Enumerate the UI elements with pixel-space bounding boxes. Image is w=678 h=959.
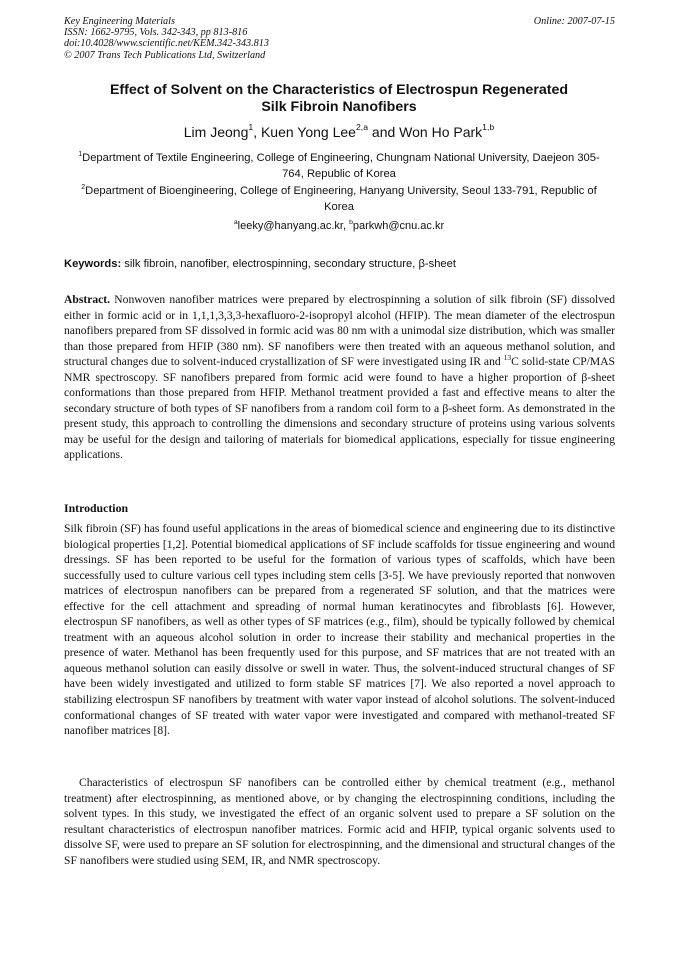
email-mark: b — [349, 218, 353, 226]
affiliation-mark: 2 — [81, 183, 86, 191]
author-separator: and — [368, 124, 400, 140]
section-heading-introduction: Introduction — [64, 501, 129, 515]
title-line-2: Silk Fibroin Nanofibers — [261, 99, 417, 115]
title-line-1: Effect of Solvent on the Characteristics of Electrospun Regenerated — [109, 82, 569, 98]
author-separator: , — [253, 124, 261, 140]
affiliation-text: Department of Textile Engineering, College of Engineering, Chungnam National University, Daejeon 305-764, Republic of Korea — [82, 152, 600, 180]
author-affiliation-mark: 1 — [248, 122, 254, 133]
affiliation-mark: 1 — [78, 150, 83, 158]
affiliation-text: Department of Bioengineering, College of Engineering, Hanyang University, Seoul 133-791, Republic of Korea — [85, 185, 597, 213]
affiliation-1 — [74, 151, 604, 182]
affiliation-2 — [74, 184, 604, 215]
copyright-line: © 2007 Trans Tech Publications Ltd, Switzerland — [64, 49, 266, 61]
abstract-label: Abstract. — [64, 293, 111, 306]
email-line — [74, 219, 604, 233]
author-name: Lim Jeong — [183, 124, 249, 140]
author-affiliation-mark: 1,b — [482, 122, 495, 133]
email-a: leeky@hanyang.ac.kr, — [237, 220, 350, 232]
abstract — [64, 292, 615, 463]
author-list — [70, 123, 608, 141]
journal-header — [64, 16, 269, 61]
paper-title — [70, 82, 608, 116]
keywords-text: silk fibroin, nanofiber, electrospinning, secondary structure, β-sheet — [121, 258, 456, 270]
author-name: Won Ho Park — [399, 124, 483, 140]
introduction-paragraph-1: Silk fibroin (SF) has found useful applications in the areas of biomedical science and engineering due to its distinctive biological properties [1,2]. Potential biomedical applications of SF include scaffolds for tissue engineering and wound dressings. SF has been reported to be useful for the formation of various types of scaffolds, which have been successfully used to culture various cell types including stem cells [3-5]. We have previously reported that nonwoven matrices of electrospun nanofibers can be prepared from a regenerated SF solution, and that the matrices were effective for the cell attachment and spreading of normal human keratinocytes and fibroblasts [6]. However, electrospun SF nanofibers, as well as other types of SF matrices (e.g., film), should be typically followed by chemical treatment with an aqueous alcohol solution in order to increase their stability and mechanical properties in the presence of water. Methanol has been frequently used for this purpose, and SF matrices that are not treated with an aqueous methanol solution can easily dissolve or swell in water. Thus, the solvent-induced structural changes of SF have been widely investigated and utilized to form stable SF matrices [7]. We also reported a novel approach to stabilizing electrospun SF nanofibers by treatment with water vapor instead of alcohol solutions. The solvent-induced conformational changes of SF treated with water vapor were investigated and compared with methanol-treated SF nanofiber matrices [8]. — [64, 522, 615, 738]
introduction-paragraph-2: Characteristics of electrospun SF nanofibers can be controlled either by chemical treatment (e.g., methanol treatment) after electrospinning, as mentioned above, or by changing the electrospinning conditions, including the solvent types. In this study, we investigated the effect of an organic solvent used to prepare a SF solution on the resultant characteristics of electrospun nanofiber matrices. Formic acid and HFIP, typical organic solvents used to dissolve SF, were used to prepare an SF solution for electrospinning, and the dimensional and structural changes of the SF nanofibers were studied using SEM, IR, and NMR spectroscopy. — [64, 776, 615, 867]
journal-name: Key Engineering Materials — [64, 16, 175, 27]
keywords — [64, 257, 456, 271]
abstract-text: Nonwoven nanofiber matrices were prepared by electrospinning a solution of silk fibroin (SF) dissolved either in formic acid or in 1,1,1,3,3,3-hexafluoro-2-isopropyl alcohol (HFIP). The mean diameter of the electrospun nanofibers prepared from SF dissolved in formic acid was 80 nm with a unimodal size distribution, which was smaller than those prepared from HFIP (380 nm). SF nanofibers were then treated with an aqueous methanol solution, and structural changes due to solvent-induced crystallization of SF were investigated using IR and — [64, 293, 615, 369]
doi-line: doi:10.4028/www.scientific.net/KEM.342-343.813 — [64, 38, 269, 50]
online-date: Online: 2007-07-15 — [533, 16, 615, 27]
keywords-label: Keywords: — [64, 258, 122, 270]
abstract-text-continued: C solid-state CP/MAS NMR spectroscopy. SF nanofibers prepared from formic acid were found to have a higher proportion of β-sheet conformations than those prepared from HFIP. Methanol treatment provided a fast and effective means to alter the secondary structure of both types of SF nanofibers from a random coil form to a β-sheet form. As demonstrated in the present study, this approach to controlling the dimensions and secondary structure of proteins using various solvents may be useful for the design and tailoring of materials for biomedical applications, especially for tissue engineering applications. — [64, 355, 616, 462]
isotope-superscript: 13 — [503, 353, 512, 363]
author-affiliation-mark: 2,a — [355, 122, 369, 133]
author-name: Kuen Yong Lee — [260, 124, 356, 140]
email-b: parkwh@cnu.ac.kr — [352, 220, 445, 232]
issn-line: ISSN: 1662-9795, Vols. 342-343, pp 813-816 — [64, 27, 248, 39]
email-mark: a — [233, 218, 238, 226]
